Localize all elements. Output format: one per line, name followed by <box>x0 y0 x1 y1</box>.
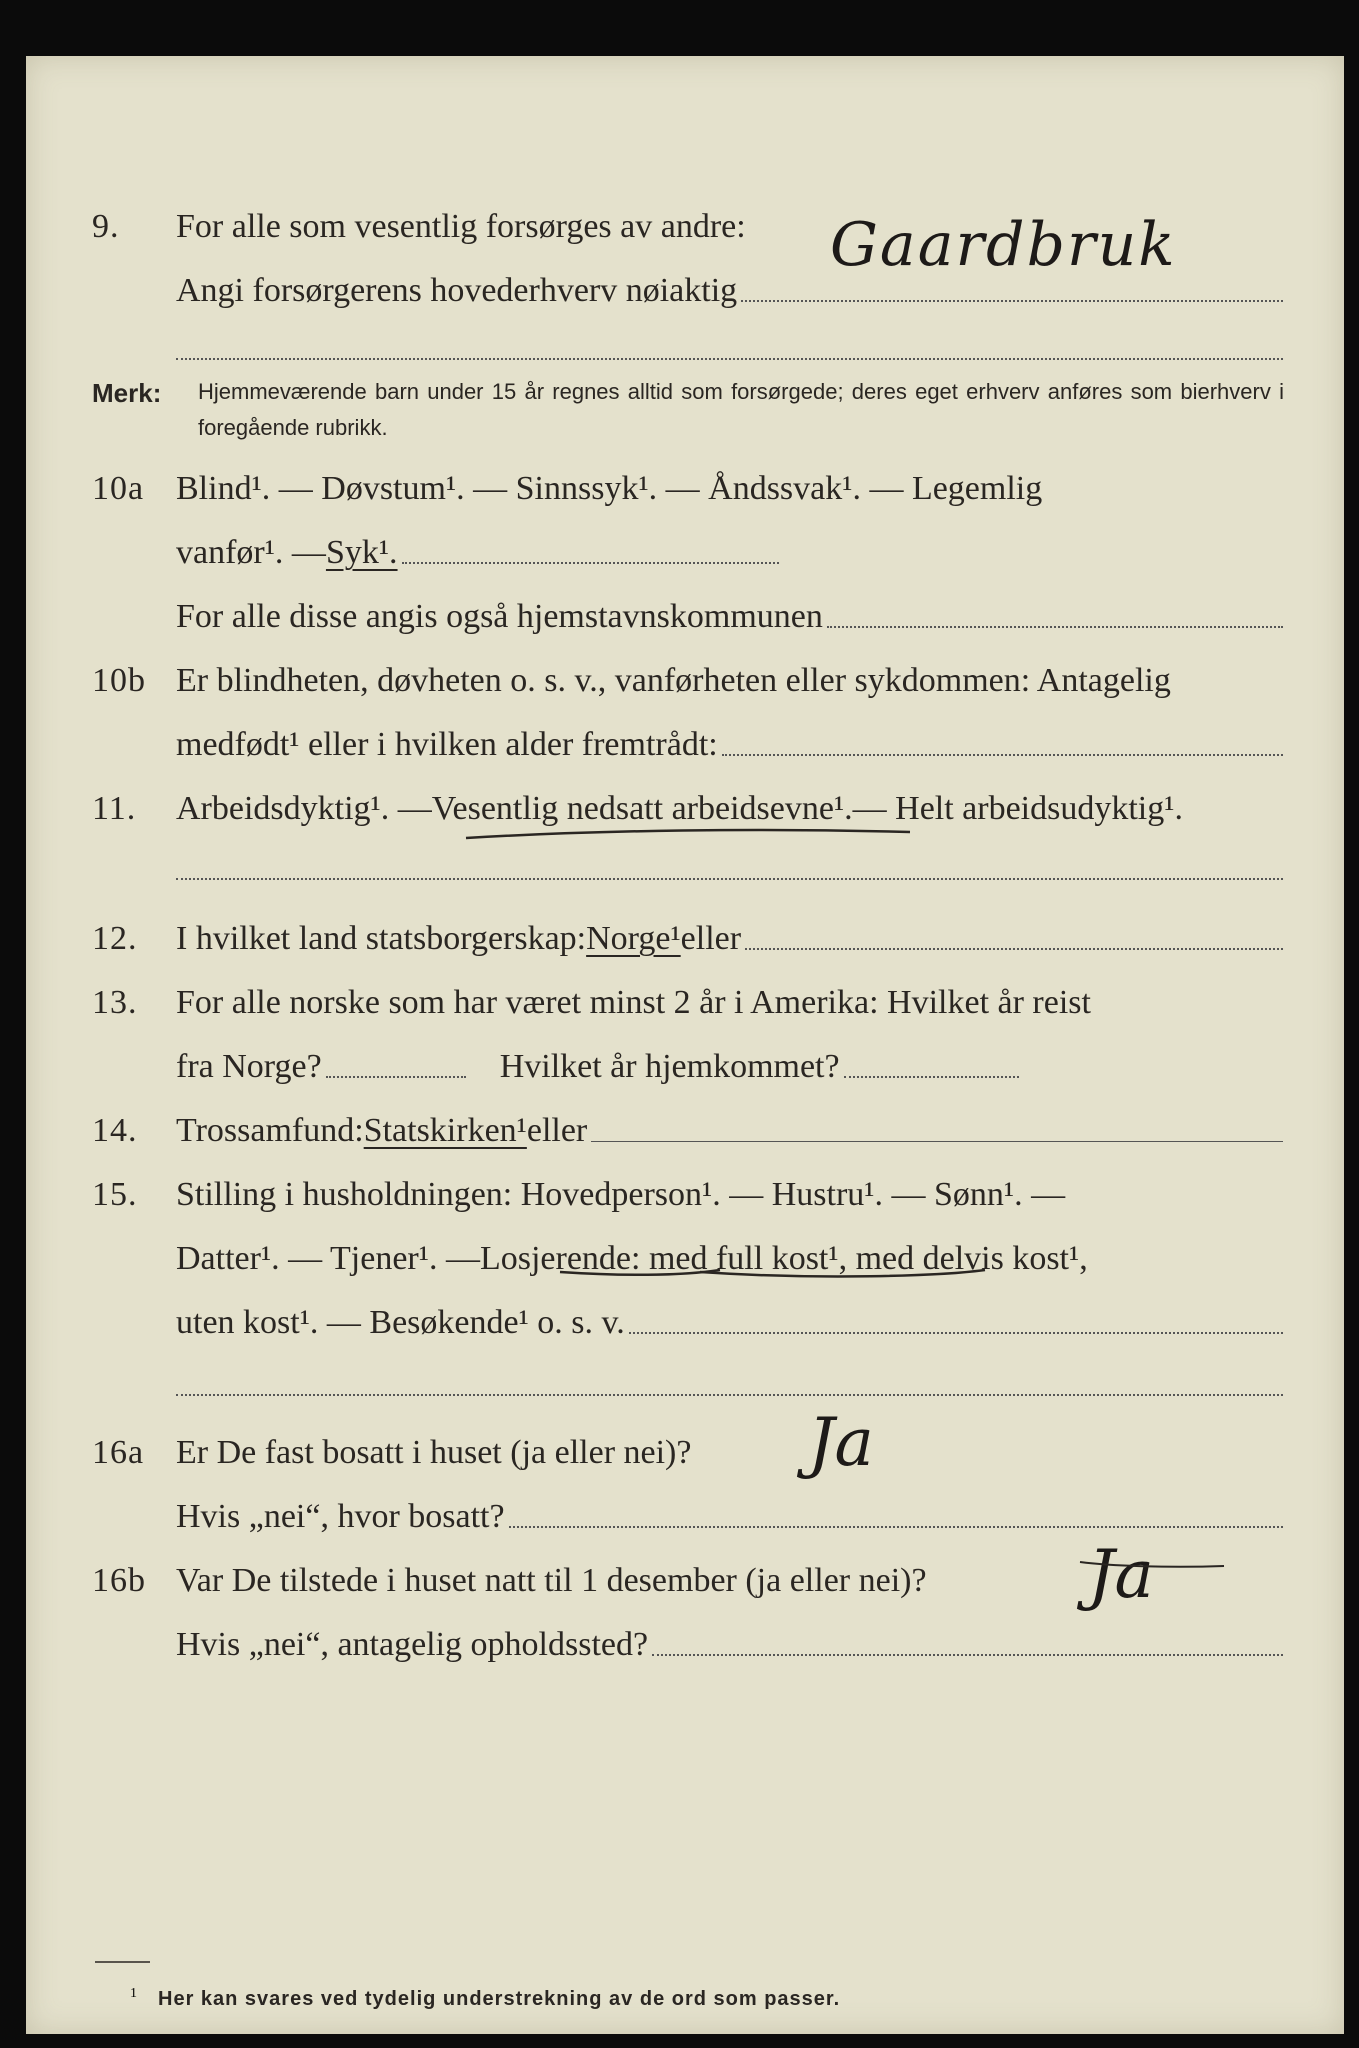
q16a-line-1: Er De fast bosatt i huset (ja eller nei)? <box>176 1434 692 1471</box>
q9-handwritten-answer: Gaardbruk <box>830 210 1177 280</box>
q15-line-1: Stilling i husholdningen: Hovedperson¹. — Hustru¹. — Sønn¹. — <box>176 1176 1066 1213</box>
q11-underlined-answer: Vesentlig nedsatt arbeidsevne¹. <box>431 790 853 827</box>
q16a-line-2: Hvis „nei“, hvor bosatt? <box>176 1498 505 1535</box>
q12-underlined-answer: Norge¹ <box>586 920 681 957</box>
q14-number: 14. <box>92 1112 138 1149</box>
q12-part-3: eller <box>680 920 742 957</box>
q11-number: 11. <box>92 790 137 827</box>
q15-line-2c: , med delvis kost¹, <box>838 1240 1088 1277</box>
q10a-number: 10a <box>92 470 145 507</box>
q13-line-1: For alle norske som har været minst 2 år i Amerika: Hvilket år reist <box>176 984 1091 1021</box>
q15-line-2a: Datter¹. — Tjener¹. — <box>176 1240 480 1277</box>
q16b-line-1: Var De tilstede i huset natt til 1 desember (ja eller nei)? <box>176 1562 927 1599</box>
underline-stroke <box>700 1270 985 1276</box>
q13-line-2b: Hvilket år hjemkommet? <box>499 1048 840 1085</box>
q9-number: 9. <box>92 208 120 245</box>
underline-stroke <box>560 1270 720 1275</box>
merk-label: Merk: <box>92 378 162 408</box>
q16b-line-2: Hvis „nei“, antagelig opholdssted? <box>176 1626 649 1663</box>
q16a-handwritten-answer: Ja <box>808 1404 874 1481</box>
q16b-number: 16b <box>92 1562 146 1599</box>
q10b-line-1: Er blindheten, døvheten o. s. v., vanførheten eller sykdommen: Antagelig <box>176 662 1171 699</box>
q14-part-1: Trossamfund: <box>176 1112 364 1149</box>
q14-underlined-answer: Statskirken¹ <box>363 1112 527 1149</box>
q10a-line-2a: vanfør¹. — <box>176 534 326 571</box>
q13-line-2a: fra Norge? <box>176 1048 322 1085</box>
q9-line-2: Angi forsørgerens hovederhverv nøiaktig <box>176 272 738 309</box>
q10a-line-1: Blind¹. — Døvstum¹. — Sinnssyk¹. — Åndssvak¹. — Legemlig <box>176 470 1043 507</box>
q11-part-3: — Helt arbeidsudyktig¹. <box>852 790 1183 827</box>
q14-part-3: eller <box>526 1112 588 1149</box>
q16a-number: 16a <box>92 1434 145 1471</box>
q10b-number: 10b <box>92 662 146 699</box>
q12-number: 12. <box>92 920 138 957</box>
footnote-mark: 1 <box>130 1986 137 2001</box>
footnote-text: Her kan svares ved tydelig understrekning av de ord som passer. <box>158 1988 841 2010</box>
q15-line-3: uten kost¹. — Besøkende¹ o. s. v. <box>176 1304 625 1341</box>
q13-number: 13. <box>92 984 138 1021</box>
q10a-line-3: For alle disse angis også hjemstavnskommunen <box>176 598 823 635</box>
q16b-handwritten-answer: Ja <box>1088 1536 1154 1613</box>
q10a-underlined-answer: Syk¹. <box>325 534 398 571</box>
underline-stroke <box>466 830 910 838</box>
q10b-line-2: medfødt¹ eller i hvilken alder fremtrådt: <box>176 726 718 763</box>
q9-line-1: For alle som vesentlig forsørges av andre: <box>176 208 746 245</box>
merk-text: Hjemmeværende barn under 15 år regnes alltid som forsørgede; deres eget erhverv anføres som bierhverv i foregående rubrikk. <box>198 379 1284 440</box>
q12-part-1: I hvilket land statsborgerskap: <box>176 920 587 957</box>
q15-number: 15. <box>92 1176 138 1213</box>
q11-part-1: Arbeidsdyktig¹. — <box>176 790 432 827</box>
underline-stroke <box>1080 1562 1224 1567</box>
q15-underlined-answer: Losjerende: med full kost¹ <box>479 1240 839 1277</box>
